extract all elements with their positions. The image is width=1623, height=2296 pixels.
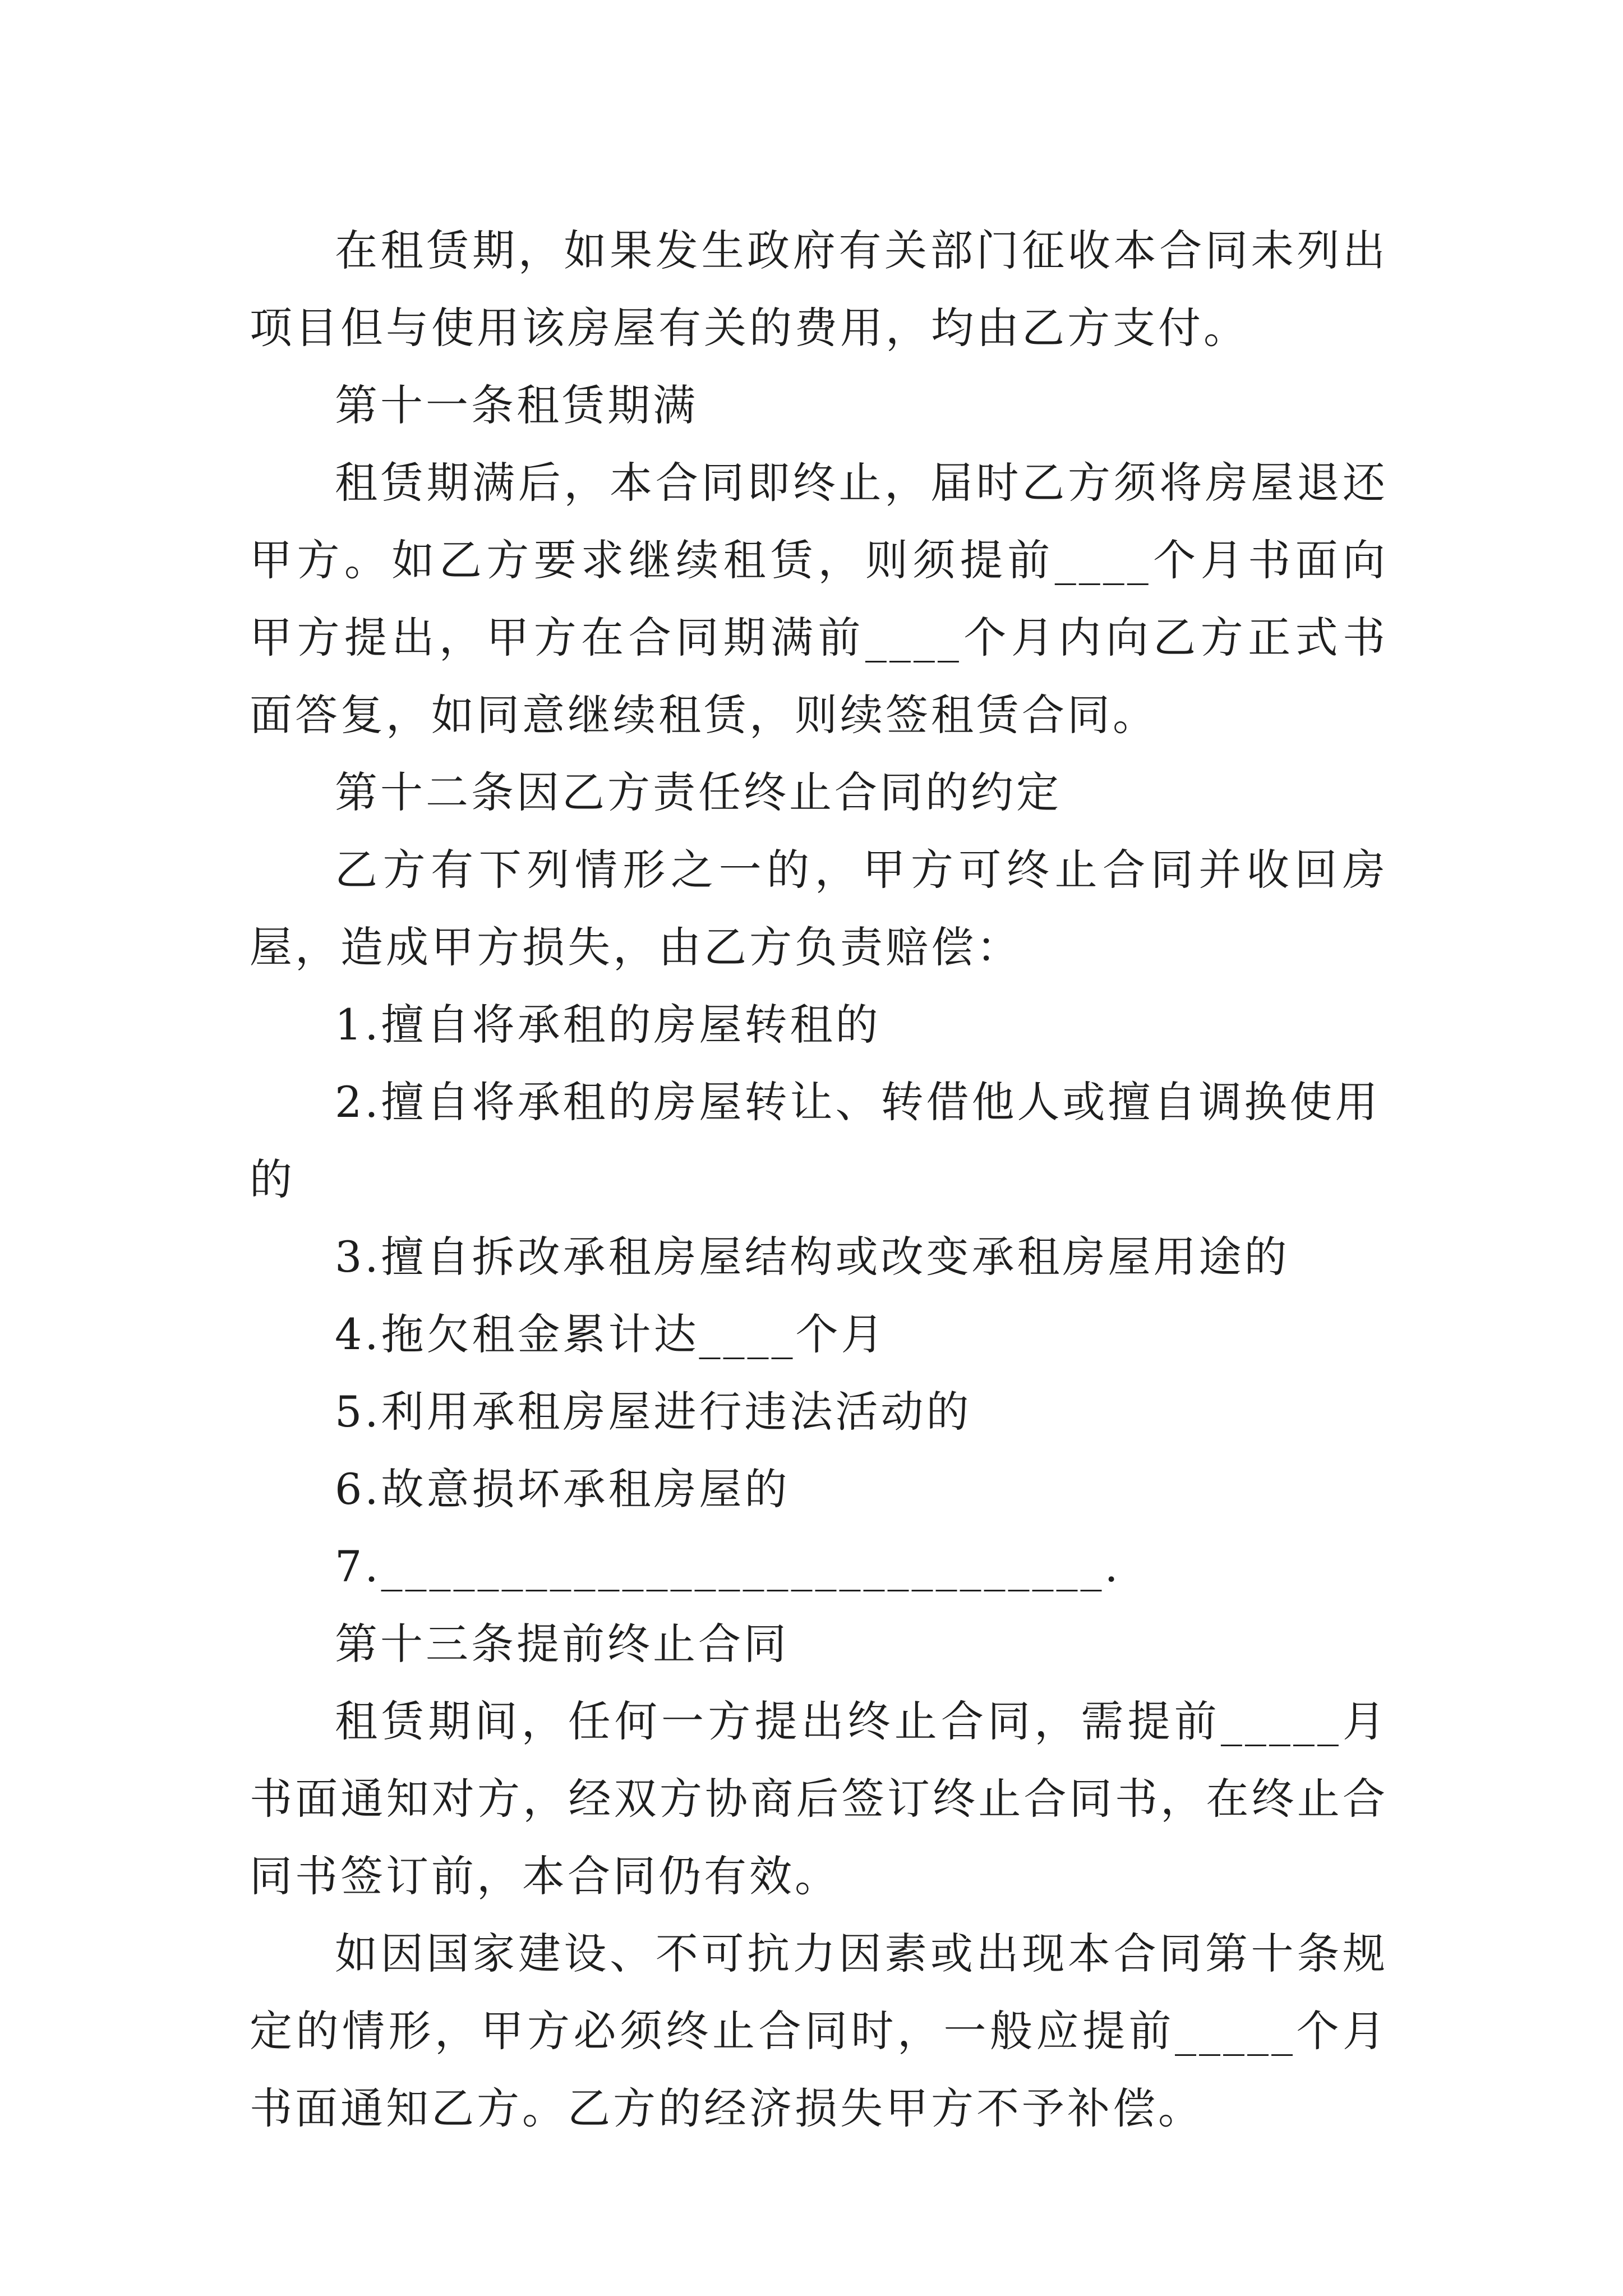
list-item-5: 5.利用承租房屋进行违法活动的 <box>335 1387 972 1437</box>
paragraph-termination-conditions: 乙方有下列情形之一的，甲方可终止合同并收回房屋，造成甲方损失，由乙方负责赔偿： <box>250 845 1388 972</box>
paragraph-government-fees: 在租赁期，如果发生政府有关部门征收本合同未列出项目但与使用该房屋有关的费用，均由乙方支付。 <box>250 226 1388 353</box>
heading-article-12: 第十二条因乙方责任终止合同的约定 <box>335 767 1062 817</box>
list-item-2: 2.擅自将承租的房屋转让、转借他人或擅自调换使用的 <box>250 1077 1381 1204</box>
list-item-6: 6.故意损坏承租房屋的 <box>335 1464 790 1514</box>
paragraph-lease-expiry: 租赁期满后，本合同即终止，届时乙方须将房屋退还甲方。如乙方要求继续租赁，则须提前____个月书面向甲方提出，甲方在合同期满前____个月内向乙方正式书面答复，如同意继续租赁，则续签租赁合同。 <box>250 458 1388 740</box>
list-item-7: 7.______________________________. <box>335 1542 1121 1591</box>
paragraph-force-majeure: 如因国家建设、不可抗力因素或出现本合同第十条规定的情形，甲方必须终止合同时，一般应提前_____个月书面通知乙方。乙方的经济损失甲方不予补偿。 <box>250 1929 1388 2133</box>
heading-article-13: 第十三条提前终止合同 <box>335 1619 789 1669</box>
list-item-4: 4.拖欠租金累计达____个月 <box>335 1309 887 1359</box>
heading-article-11: 第十一条租赁期满 <box>335 380 698 430</box>
list-item-1: 1.擅自将承租的房屋转租的 <box>335 1000 881 1050</box>
paragraph-early-termination: 租赁期间，任何一方提出终止合同，需提前_____月书面通知对方，经双方协商后签订终止合同书，在终止合同书签订前，本合同仍有效。 <box>250 1696 1388 1901</box>
list-item-3: 3.擅自拆改承租房屋结构或改变承租房屋用途的 <box>335 1232 1290 1282</box>
document-body <box>250 212 1388 2147</box>
